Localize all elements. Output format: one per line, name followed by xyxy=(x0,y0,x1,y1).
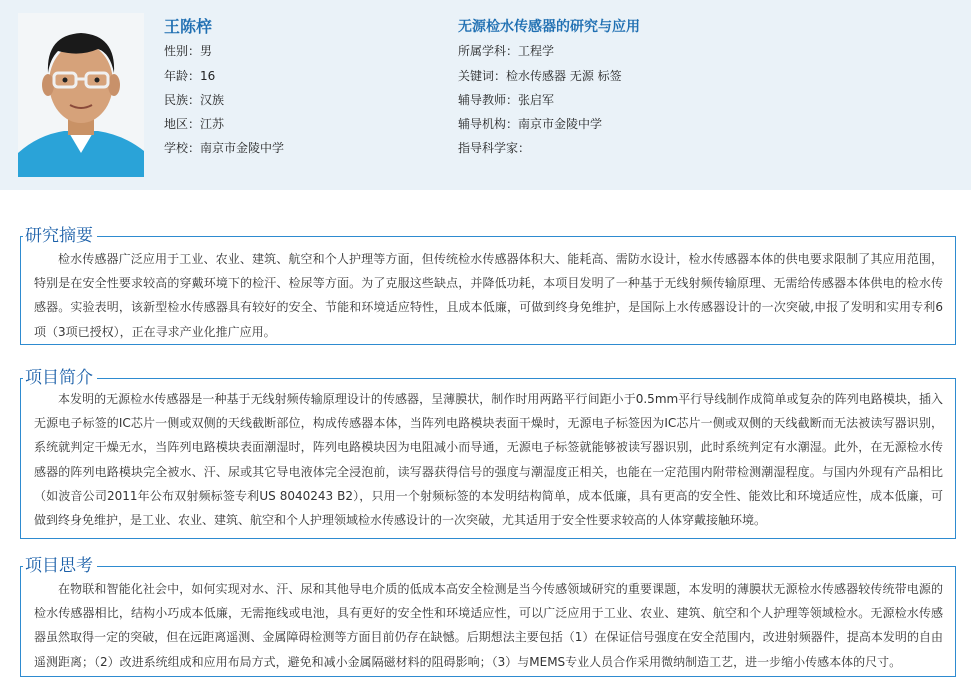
thoughts-section xyxy=(20,556,956,677)
scientist-field: 指导科学家： xyxy=(458,141,531,155)
keywords-field: 关键词：检水传感器 无源 标签 xyxy=(458,69,622,83)
student-name: 王陈梓 xyxy=(164,17,213,36)
intro-heading: 项目简介 xyxy=(23,367,97,389)
region-field: 地区：江苏 xyxy=(164,117,225,131)
project-title: 无源检水传感器的研究与应用 xyxy=(458,19,640,35)
gender-field: 性别：男 xyxy=(164,44,213,58)
thoughts-text: 在物联和智能化社会中，如何实现对水、汗、尿和其他导电介质的低成本高安全检测是当今传感领域研究的重要课题，本发明的薄膜状无源检水传感器较传统带电源的检水传感器相比，结构小巧成本低廉，无需拖线或电池，具有更好的安全性和环境适应性，可以广泛应用于工业、农业、建筑、航空和个人护理等领域检水。无源检水传感器虽然取得一定的突破，但在远距离遥测、金属障碍检测等方面目前仍存在缺憾。后期想法主要包括（1）在保证信号强度在安全范围内，改进射频器件，提高本发明的自由遥测距离；（2）改进系统组成和应用布局方式，避免和减小金属隔磁材料的阻碍影响；（3）与MEMS专业人员合作采用微纳制造工艺，进一步缩小传感本体的尺寸。 xyxy=(34,582,943,669)
intro-text: 本发明的无源检水传感器是一种基于无线射频传输原理设计的传感器，呈薄膜状，制作时用两路平行间距小于0.5mm平行导线制作成简单或复杂的阵列电路模块，插入无源电子标签的IC芯片一侧或双侧的天线截断部位，构成传感器本体，当阵列电路模块表面干燥时，无源电子标签因为IC芯片一侧或双侧的天线截断而无法被读写器识别，系统就判定干燥无水，当阵列电路模块表面潮湿时，阵列电路模块因为电阻减小而导通，无源电子标签就能够被读写器识别，此时系统判定有水潮湿。此外，在无源检水传感器的阵列电路模块完全被水、汗、尿或其它导电液体完全浸泡前，读写器获得信号的强度与潮湿度正相关，也能在一定范围内附带检测潮湿程度。与国内外现有产品相比（如波音公司2011年公布双射频标签专利US 8040243 B2），只用一个射频标签的本发明结构简单，成本低廉，具有更高的安全性、能效比和环境适应性，成本低廉，可做到终身免维护，是工业、农业、建筑、航空和个人护理领域检水传感设计的一次突破，尤其适用于安全性要求较高的人体穿戴接触环境。 xyxy=(34,392,943,528)
teacher-field: 辅导教师：张启军 xyxy=(458,93,555,107)
institution-field: 辅导机构：南京市金陵中学 xyxy=(458,117,603,131)
thoughts-heading: 项目思考 xyxy=(23,555,97,577)
intro-section xyxy=(20,368,956,539)
ethnicity-field: 民族：汉族 xyxy=(164,93,225,107)
abstract-text: 检水传感器广泛应用于工业、农业、建筑、航空和个人护理等方面，但传统检水传感器体积大、能耗高、需防水设计，检水传感器本体的供电要求限制了其应用范围，特别是在安全性要求较高的穿戴环境下的检汗、检尿等方面。为了克服这些缺点，并降低功耗，本项目发明了一种基于无线射频传输原理、无需给传感器本体供电的检水传感器。实验表明，该新型检水传感器具有较好的安全、节能和环境适应特性，且成本低廉，可做到终身免维护，是国际上水传感器设计的一次突破,申报了发明和实用专利6项（3项已授权），正在寻求产业化推广应用。 xyxy=(34,252,943,339)
discipline-field: 所属学科：工程学 xyxy=(458,44,555,58)
school-field: 学校：南京市金陵中学 xyxy=(164,141,285,155)
student-photo xyxy=(18,13,144,177)
age-field: 年龄：16 xyxy=(164,69,216,83)
abstract-section xyxy=(20,226,956,345)
abstract-heading: 研究摘要 xyxy=(23,225,97,247)
profile-header xyxy=(0,0,971,190)
